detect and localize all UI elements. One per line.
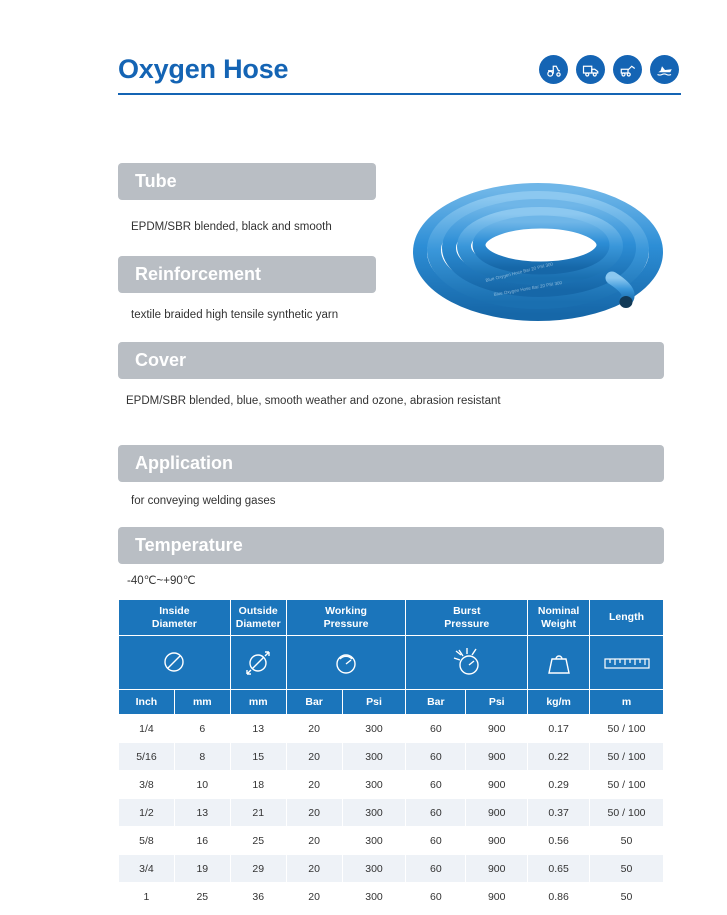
unit-mm-inside: mm xyxy=(174,690,230,715)
cell-id-mm: 8 xyxy=(174,743,230,771)
cell-od-mm: 13 xyxy=(230,715,286,743)
header-line2: Pressure xyxy=(323,617,369,630)
cell-length: 50 / 100 xyxy=(590,771,664,799)
table-row xyxy=(119,883,664,911)
truck-icon xyxy=(576,55,605,84)
cell-weight: 0.65 xyxy=(528,855,590,883)
section-label-application: Application xyxy=(135,453,233,473)
cell-inch: 1 xyxy=(119,883,175,911)
header-line1: Inside xyxy=(159,605,190,618)
cell-id-mm: 13 xyxy=(174,799,230,827)
table-row xyxy=(119,827,664,855)
section-bar-cover xyxy=(118,342,664,379)
section-bar-temperature xyxy=(118,527,664,564)
cell-bp-psi: 900 xyxy=(466,799,528,827)
cell-length: 50 xyxy=(590,827,664,855)
cell-weight: 0.37 xyxy=(528,799,590,827)
cell-wp-psi: 300 xyxy=(342,827,406,855)
page-header xyxy=(118,55,681,95)
working-pressure-icon xyxy=(286,636,406,690)
burst-pressure-icon xyxy=(406,636,528,690)
cell-length: 50 / 100 xyxy=(590,715,664,743)
cell-od-mm: 36 xyxy=(230,883,286,911)
section-bar-tube xyxy=(118,163,376,200)
cell-od-mm: 29 xyxy=(230,855,286,883)
unit-bar-burst: Bar xyxy=(406,690,466,715)
section-text-tube: EPDM/SBR blended, black and smooth xyxy=(131,221,332,233)
section-text-application: for conveying welding gases xyxy=(131,495,276,507)
section-text-cover: EPDM/SBR blended, blue, smooth weather and ozone, abrasion resistant xyxy=(126,395,501,407)
cell-wp-bar: 20 xyxy=(286,799,342,827)
cell-weight: 0.17 xyxy=(528,715,590,743)
table-row xyxy=(119,855,664,883)
cell-bp-bar: 60 xyxy=(406,827,466,855)
header-nominal-weight xyxy=(528,600,590,636)
hose-product-image xyxy=(398,160,681,340)
section-label-tube: Tube xyxy=(135,171,177,191)
cell-bp-psi: 900 xyxy=(466,715,528,743)
section-label-cover: Cover xyxy=(135,350,187,370)
cell-wp-psi: 300 xyxy=(342,883,406,911)
cell-inch: 1/4 xyxy=(119,715,175,743)
unit-m: m xyxy=(590,690,664,715)
unit-mm-outside: mm xyxy=(230,690,286,715)
cell-od-mm: 21 xyxy=(230,799,286,827)
section-bar-application xyxy=(118,445,664,482)
header-line2: Pressure xyxy=(444,617,490,630)
header-line2: Diameter xyxy=(151,617,197,630)
svg-text:Blue Oxygen Hose Bar 20 PSI 3: Blue Oxygen Hose Bar 20 PSI 300 xyxy=(485,261,554,283)
table-body xyxy=(119,715,664,911)
cell-bp-bar: 60 xyxy=(406,715,466,743)
header-working-pressure xyxy=(286,600,406,636)
cell-od-mm: 18 xyxy=(230,771,286,799)
header-line2: Weight xyxy=(541,617,576,630)
cell-inch: 1/2 xyxy=(119,799,175,827)
header-line2: Diameter xyxy=(235,617,281,630)
section-text-reinforcement: textile braided high tensile synthetic yarn xyxy=(131,309,339,321)
cell-weight: 0.29 xyxy=(528,771,590,799)
cell-inch: 5/8 xyxy=(119,827,175,855)
cell-od-mm: 25 xyxy=(230,827,286,855)
header-outside-diameter xyxy=(230,600,286,636)
header-divider xyxy=(118,93,681,95)
cell-id-mm: 16 xyxy=(174,827,230,855)
cell-wp-psi: 300 xyxy=(342,855,406,883)
header-line1: Nominal xyxy=(537,605,580,618)
section-text-temperature: -40℃~+90℃ xyxy=(127,575,196,587)
header-line1: Burst xyxy=(453,605,481,618)
cell-wp-bar: 20 xyxy=(286,715,342,743)
cell-bp-bar: 60 xyxy=(406,743,466,771)
cell-bp-psi: 900 xyxy=(466,883,528,911)
cell-length: 50 / 100 xyxy=(590,743,664,771)
nominal-weight-icon xyxy=(528,636,590,690)
cell-wp-bar: 20 xyxy=(286,883,342,911)
svg-text:Blue Oxygen Hose Bar 20 PSI 3: Blue Oxygen Hose Bar 20 PSI 300 xyxy=(493,280,563,297)
cell-bp-psi: 900 xyxy=(466,743,528,771)
cell-length: 50 xyxy=(590,883,664,911)
header-inside-diameter xyxy=(119,600,231,636)
cell-length: 50 xyxy=(590,855,664,883)
excavator-icon xyxy=(613,55,642,84)
tractor-icon xyxy=(539,55,568,84)
table-row xyxy=(119,743,664,771)
outside-diameter-icon xyxy=(230,636,286,690)
header-row xyxy=(118,55,681,85)
cell-inch: 3/8 xyxy=(119,771,175,799)
cell-wp-psi: 300 xyxy=(342,715,406,743)
unit-bar-working: Bar xyxy=(286,690,342,715)
speed-boat-icon xyxy=(650,55,679,84)
cell-wp-psi: 300 xyxy=(342,743,406,771)
header-burst-pressure xyxy=(406,600,528,636)
table-header-groups xyxy=(119,600,664,636)
length-ruler-icon xyxy=(590,636,664,690)
cell-weight: 0.22 xyxy=(528,743,590,771)
cell-bp-psi: 900 xyxy=(466,855,528,883)
cell-wp-bar: 20 xyxy=(286,827,342,855)
table-row xyxy=(119,715,664,743)
cell-bp-bar: 60 xyxy=(406,799,466,827)
cell-wp-psi: 300 xyxy=(342,771,406,799)
section-bar-reinforcement xyxy=(118,256,376,293)
inside-diameter-icon xyxy=(119,636,231,690)
table-row xyxy=(119,771,664,799)
cell-wp-bar: 20 xyxy=(286,855,342,883)
header-length xyxy=(590,600,664,636)
unit-psi-burst: Psi xyxy=(466,690,528,715)
header-line1: Working xyxy=(325,605,367,618)
table-row xyxy=(119,799,664,827)
cell-bp-bar: 60 xyxy=(406,771,466,799)
cell-id-mm: 10 xyxy=(174,771,230,799)
specification-table xyxy=(118,599,664,911)
cell-inch: 5/16 xyxy=(119,743,175,771)
cell-id-mm: 19 xyxy=(174,855,230,883)
unit-psi-working: Psi xyxy=(342,690,406,715)
cell-wp-bar: 20 xyxy=(286,771,342,799)
table-header-units xyxy=(119,690,664,715)
cell-wp-bar: 20 xyxy=(286,743,342,771)
cell-weight: 0.56 xyxy=(528,827,590,855)
cell-bp-bar: 60 xyxy=(406,855,466,883)
cell-length: 50 / 100 xyxy=(590,799,664,827)
certification-badges xyxy=(539,55,679,84)
unit-kg-per-m: kg/m xyxy=(528,690,590,715)
cell-wp-psi: 300 xyxy=(342,799,406,827)
cell-bp-psi: 900 xyxy=(466,827,528,855)
table-header-icons xyxy=(119,636,664,690)
cell-id-mm: 25 xyxy=(174,883,230,911)
section-label-temperature: Temperature xyxy=(135,535,243,555)
unit-inch: Inch xyxy=(119,690,175,715)
section-label-reinforcement: Reinforcement xyxy=(135,264,262,284)
cell-inch: 3/4 xyxy=(119,855,175,883)
cell-weight: 0.86 xyxy=(528,883,590,911)
cell-id-mm: 6 xyxy=(174,715,230,743)
cell-od-mm: 15 xyxy=(230,743,286,771)
header-line1: Outside xyxy=(238,605,278,618)
header-line1: Length xyxy=(609,611,645,624)
cell-bp-psi: 900 xyxy=(466,771,528,799)
cell-bp-bar: 60 xyxy=(406,883,466,911)
page-title: Oxygen Hose xyxy=(118,54,289,84)
